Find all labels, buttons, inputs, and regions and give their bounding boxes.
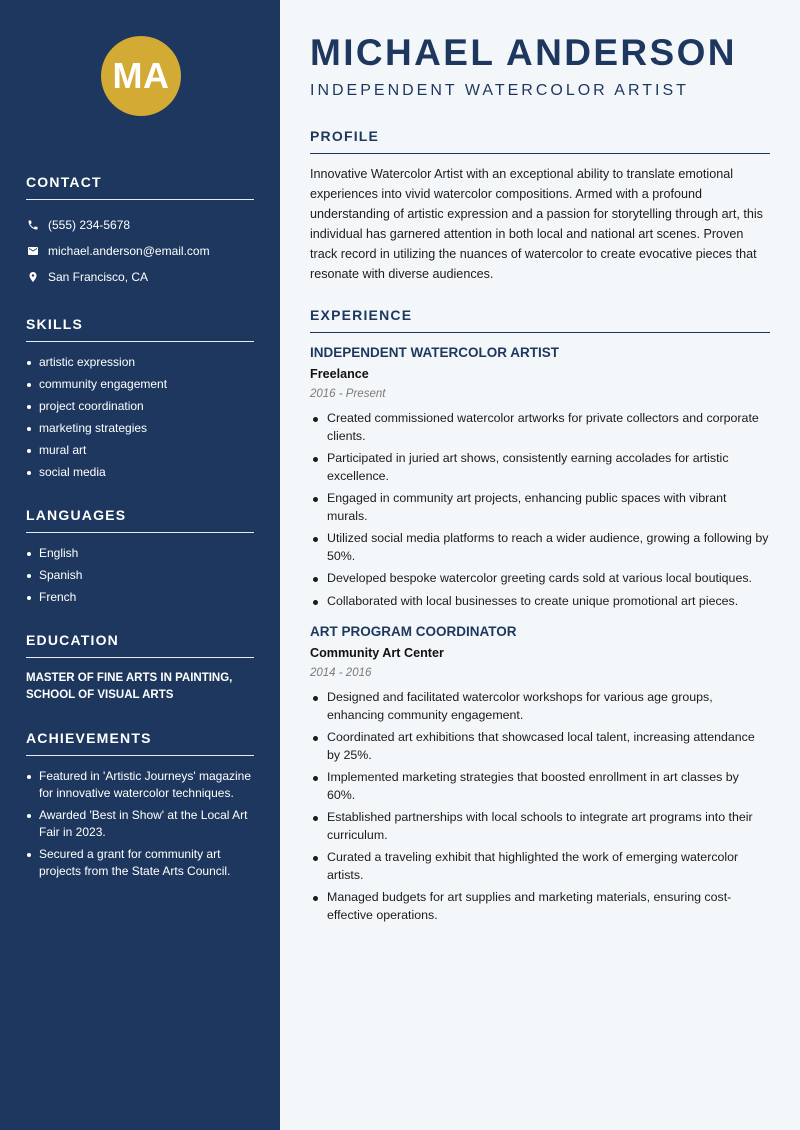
candidate-title: INDEPENDENT WATERCOLOR ARTIST [310, 82, 689, 99]
achievement-item: Awarded 'Best in Show' at the Local Art Fair in 2023. [26, 807, 254, 841]
location-icon [26, 270, 40, 284]
education-section [26, 632, 254, 704]
languages-list [26, 545, 254, 606]
sidebar [0, 0, 280, 1130]
contact-list [26, 212, 254, 290]
skills-list [26, 354, 254, 481]
profile-heading: PROFILE [310, 128, 770, 154]
job-bullet: Designed and facilitated watercolor workshops for various age groups, enhancing community engagement. [310, 689, 770, 724]
experience-section [310, 307, 770, 924]
job-bullet: Collaborated with local businesses to create unique promotional art pieces. [310, 593, 770, 611]
contact-phone-text: (555) 234-5678 [48, 218, 131, 232]
job-bullet: Managed budgets for art supplies and marketing materials, ensuring cost-effective operations. [310, 889, 770, 924]
phone-icon [26, 218, 40, 232]
job-bullet: Implemented marketing strategies that boosted enrollment in art classes by 60%. [310, 769, 770, 804]
avatar-initials: MA [112, 55, 170, 96]
education-heading: EDUCATION [26, 632, 254, 658]
languages-section [26, 507, 254, 606]
job-bullet: Engaged in community art projects, enhancing public spaces with vibrant murals. [310, 490, 770, 525]
languages-heading: LANGUAGES [26, 507, 254, 533]
job-bullet: Coordinated art exhibitions that showcased local talent, increasing attendance by 25%. [310, 729, 770, 764]
contact-email-text: michael.anderson@email.com [48, 244, 210, 258]
achievements-section [26, 730, 254, 880]
skills-heading: SKILLS [26, 316, 254, 342]
skill-item: social media [26, 464, 254, 481]
job-bullet: Developed bespoke watercolor greeting cards sold at various local boutiques. [310, 570, 770, 588]
contact-location [26, 264, 254, 290]
candidate-name: MICHAEL ANDERSON [310, 32, 737, 73]
contact-phone [26, 212, 254, 238]
job-title: INDEPENDENT WATERCOLOR ARTIST [310, 345, 559, 360]
skill-item: artistic expression [26, 354, 254, 371]
job-bullet: Utilized social media platforms to reach a wider audience, growing a following by 50%. [310, 530, 770, 565]
contact-section [26, 174, 254, 290]
achievements-list [26, 768, 254, 880]
experience-heading: EXPERIENCE [310, 307, 770, 333]
skill-item: marketing strategies [26, 420, 254, 437]
job-title: ART PROGRAM COORDINATOR [310, 624, 517, 639]
job-bullet: Participated in juried art shows, consistently earning accolades for artistic excellence. [310, 450, 770, 485]
job-dates: 2014 - 2016 [310, 667, 372, 679]
job-entry [310, 345, 770, 610]
job-bullet: Created commissioned watercolor artworks for private collectors and corporate clients. [310, 410, 770, 445]
skill-item: project coordination [26, 398, 254, 415]
job-bullets [310, 689, 770, 924]
contact-email [26, 238, 254, 264]
avatar [101, 36, 181, 116]
skill-item: mural art [26, 442, 254, 459]
skills-section [26, 316, 254, 481]
contact-location-text: San Francisco, CA [48, 270, 149, 284]
job-bullet: Established partnerships with local schools to integrate art programs into their curriculum. [310, 809, 770, 844]
job-dates: 2016 - Present [310, 388, 386, 400]
language-item: English [26, 545, 254, 562]
job-bullet: Curated a traveling exhibit that highlighted the work of emerging watercolor artists. [310, 849, 770, 884]
email-icon [26, 244, 40, 258]
job-organization: Freelance [310, 367, 369, 381]
language-item: French [26, 589, 254, 606]
education-degree: MASTER OF FINE ARTS IN PAINTING, SCHOOL OF VISUAL ARTS [26, 672, 233, 701]
skill-item: community engagement [26, 376, 254, 393]
language-item: Spanish [26, 567, 254, 584]
achievement-item: Secured a grant for community art projects from the State Arts Council. [26, 846, 254, 880]
profile-section [310, 128, 770, 284]
achievements-heading: ACHIEVEMENTS [26, 730, 254, 756]
job-entry [310, 624, 770, 924]
profile-text: Innovative Watercolor Artist with an exceptional ability to translate emotional experiences into vivid watercolor compositions. Armed with a profound understanding of artistic expression and a passion for storytelling through art, this individual has garnered attention in both local and national art scenes. Proven track record in utilizing the nuances of watercolor to create evocative pieces that resonate with diverse audiences. [310, 167, 763, 281]
job-bullets [310, 410, 770, 610]
main-content [280, 0, 800, 1130]
achievement-item: Featured in 'Artistic Journeys' magazine for innovative watercolor techniques. [26, 768, 254, 802]
job-organization: Community Art Center [310, 646, 444, 660]
contact-heading: CONTACT [26, 174, 254, 200]
